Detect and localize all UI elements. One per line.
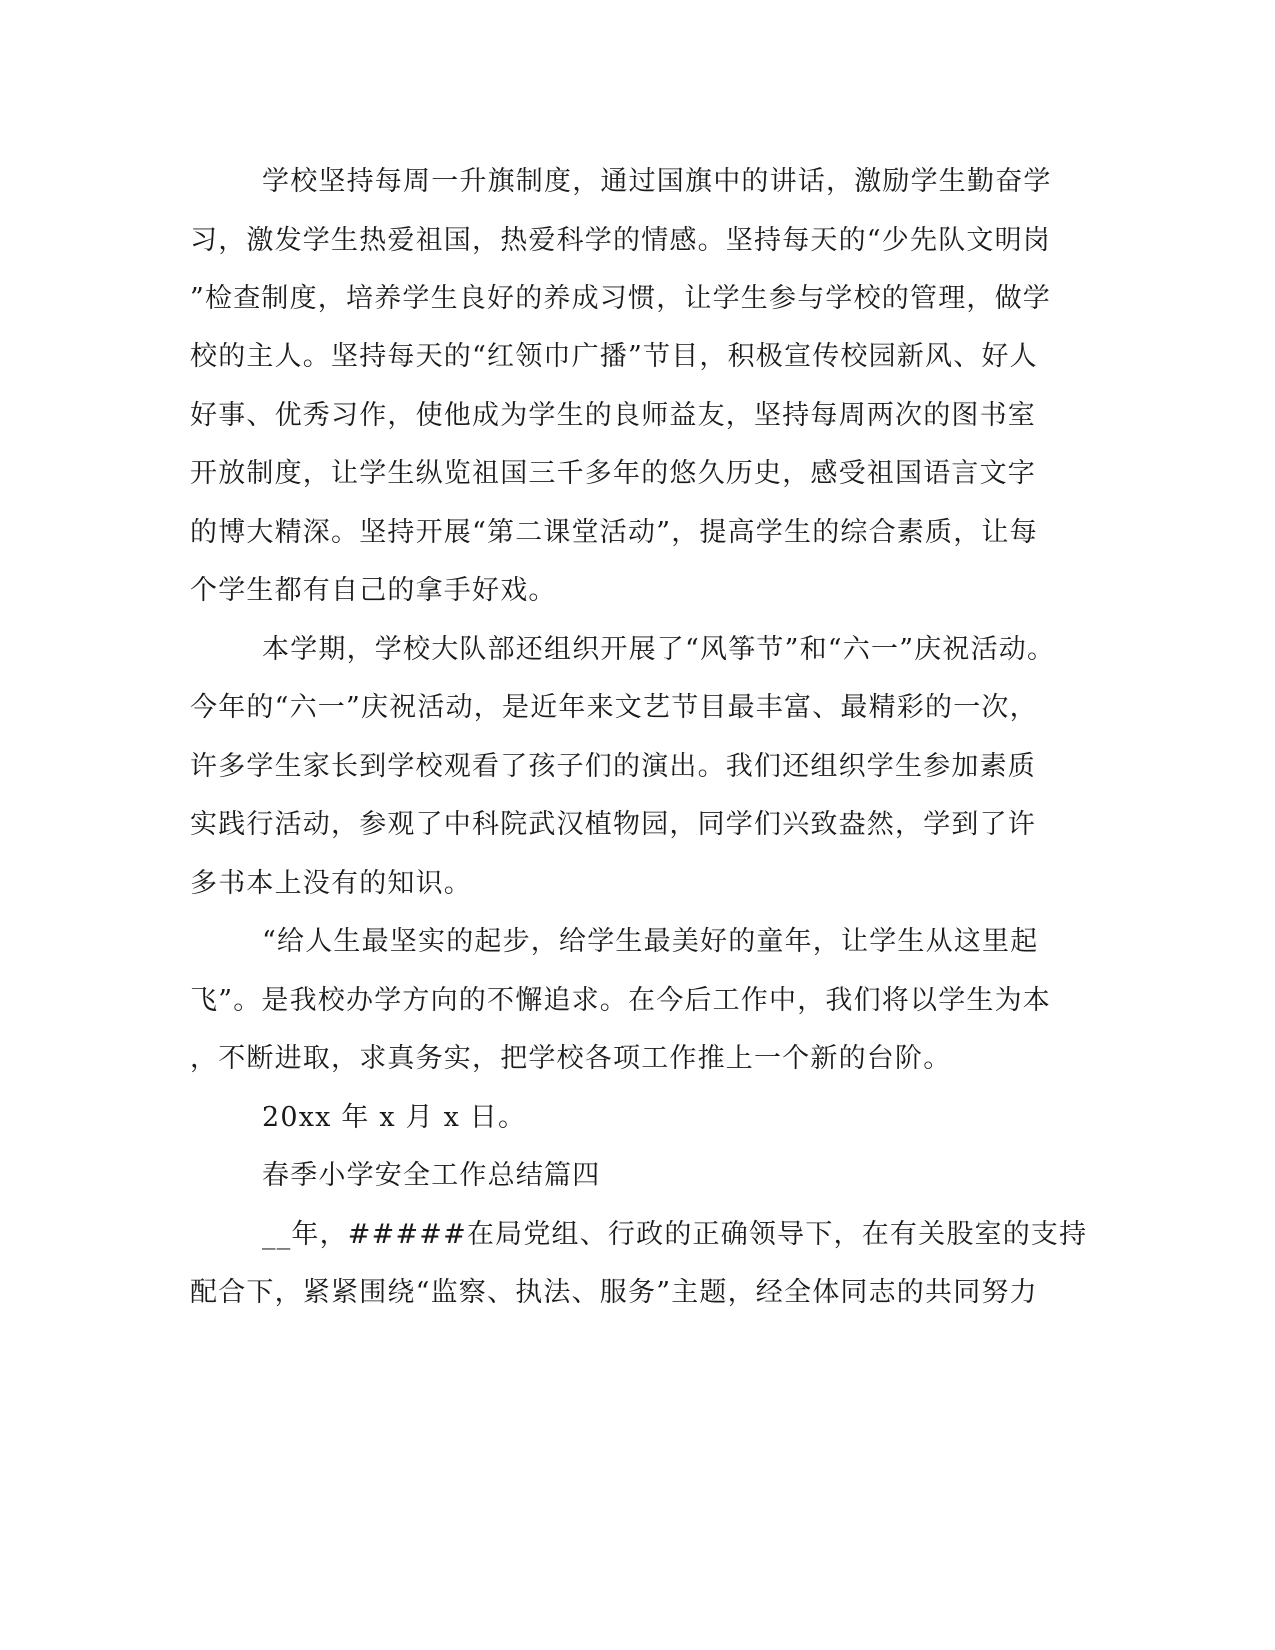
- section-heading: 春季小学安全工作总结篇四: [262, 1160, 601, 1191]
- paragraph-1-line-6: 开放制度，让学生纵览祖国三千多年的悠久历史，感受祖国语言文字: [190, 458, 1036, 489]
- paragraph-1-line-2: 习，激发学生热爱祖国，热爱科学的情感。坚持每天的“少先队文明岗: [190, 225, 1052, 256]
- paragraph-1-line-7: 的博大精深。坚持开展“第二课堂活动”，提高学生的综合素质，让每: [190, 517, 1038, 548]
- paragraph-1-line-3: ”检查制度，培养学生良好的养成习惯，让学生参与学校的管理，做学: [190, 283, 1052, 314]
- paragraph-3-line-2: 飞”。是我校办学方向的不懈追求。在今后工作中，我们将以学生为本: [190, 985, 1052, 1016]
- date-line: 20xx 年 x 月 x 日。: [262, 1102, 527, 1133]
- paragraph-2-line-4: 实践行活动，参观了中科院武汉植物园，同学们兴致盎然，学到了许: [190, 809, 1036, 840]
- paragraph-4-line-1: __年，#####在局党组、行政的正确领导下，在有关股室的支持: [262, 1219, 1088, 1250]
- paragraph-2-line-2: 今年的“六一”庆祝活动，是近年来文艺节目最丰富、最精彩的一次，: [190, 692, 1038, 723]
- paragraph-2-line-3: 许多学生家长到学校观看了孩子们的演出。我们还组织学生参加素质: [190, 751, 1036, 782]
- paragraph-1-line-4: 校的主人。坚持每天的“红领巾广播”节目，积极宣传校园新风、好人: [190, 341, 1038, 372]
- paragraph-3-line-3: ，不断进取，求真务实，把学校各项工作推上一个新的台阶。: [190, 1043, 952, 1074]
- paragraph-1-line-5: 好事、优秀习作，使他成为学生的良师益友，坚持每周两次的图书室: [190, 400, 1036, 431]
- paragraph-3-line-1: “给人生最坚实的起步，给学生最美好的童年，让学生从这里起: [262, 926, 1039, 957]
- paragraph-4-line-2: 配合下，紧紧围绕“监察、执法、服务”主题，经全体同志的共同努力: [190, 1277, 1038, 1308]
- paragraph-2-line-1: 本学期，学校大队部还组织开展了“风筝节”和“六一”庆祝活动。: [262, 634, 1056, 665]
- paragraph-2-line-5: 多书本上没有的知识。: [190, 868, 472, 899]
- paragraph-1-line-1: 学校坚持每周一升旗制度，通过国旗中的讲话，激励学生勤奋学: [262, 166, 1052, 197]
- paragraph-1-line-8: 个学生都有自己的拿手好戏。: [190, 575, 557, 606]
